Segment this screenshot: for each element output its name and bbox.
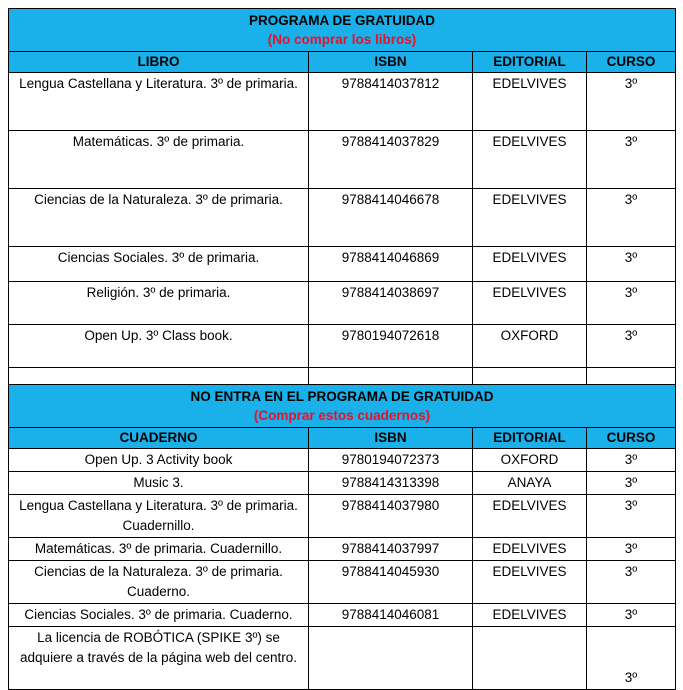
header-editorial: EDITORIAL [473,52,587,73]
header-libro: LIBRO [9,52,309,73]
table-row [9,73,676,131]
book-title: Matemáticas. 3º de primaria. [9,131,309,189]
table-row [9,189,676,247]
workbook-curso: 3º [587,472,676,495]
header-editorial: EDITORIAL [473,428,587,449]
table-row [9,538,676,561]
book-isbn: 9788414038697 [309,282,473,325]
book-curso: 3º [587,189,676,247]
robotics-license-note: La licencia de ROBÓTICA (SPIKE 3º) se adquiere a través de la página web del centro. [9,627,309,690]
book-isbn: 9780194072618 [309,325,473,368]
workbook-isbn: 9788414313398 [309,472,473,495]
column-header-row [9,52,676,73]
section-title-cell [9,9,676,52]
workbook-editorial: ANAYA [473,472,587,495]
book-curso: 3º [587,325,676,368]
book-isbn: 9788414037829 [309,131,473,189]
table-row [9,561,676,604]
workbook-isbn: 9788414046081 [309,604,473,627]
table-row [9,472,676,495]
workbook-isbn: 9780194072373 [309,449,473,472]
book-curso: 3º [587,247,676,282]
workbook-curso: 3º [587,561,676,604]
section-title-cell [9,385,676,428]
workbook-curso: 3º [587,495,676,538]
header-cuaderno: CUADERNO [9,428,309,449]
table-row [9,495,676,538]
workbook-isbn: 9788414037980 [309,495,473,538]
book-title: Religión. 3º de primaria. [9,282,309,325]
workbook-title: Ciencias Sociales. 3º de primaria. Cuaderno. [9,604,309,627]
book-isbn: 9788414046678 [309,189,473,247]
workbook-title: Open Up. 3 Activity book [9,449,309,472]
workbook-editorial: EDELVIVES [473,495,587,538]
book-curso: 3º [587,131,676,189]
workbook-title: Ciencias de la Naturaleza. 3º de primaria. Cuaderno. [9,561,309,604]
book-title: Open Up. 3º Class book. [9,325,309,368]
table-row [9,131,676,189]
workbook-editorial [473,627,587,690]
book-isbn: 9788414037812 [309,73,473,131]
table-row [9,325,676,368]
workbook-curso: 3º [587,538,676,561]
book-editorial: EDELVIVES [473,282,587,325]
section-title-row [9,385,676,428]
book-editorial: EDELVIVES [473,247,587,282]
book-title: Ciencias Sociales. 3º de primaria. [9,247,309,282]
book-isbn: 9788414046869 [309,247,473,282]
book-editorial: OXFORD [473,325,587,368]
workbook-curso: 3º [587,604,676,627]
free-books-table [8,8,676,389]
column-header-row [9,428,676,449]
workbook-isbn [309,627,473,690]
table-row [9,627,676,690]
workbook-title: Lengua Castellana y Literatura. 3º de primaria. Cuadernillo. [9,495,309,538]
section-subtitle: (No comprar los libros) [267,32,417,47]
section-title: NO ENTRA EN EL PROGRAMA DE GRATUIDAD [190,389,494,404]
header-isbn: ISBN [309,52,473,73]
workbook-curso: 3º [587,627,676,690]
workbook-curso: 3º [587,449,676,472]
header-curso: CURSO [587,428,676,449]
table-row [9,604,676,627]
workbook-editorial: EDELVIVES [473,538,587,561]
workbook-editorial: EDELVIVES [473,604,587,627]
section-title-row [9,9,676,52]
book-curso: 3º [587,282,676,325]
workbook-editorial: EDELVIVES [473,561,587,604]
header-isbn: ISBN [309,428,473,449]
workbook-isbn: 9788414037997 [309,538,473,561]
book-editorial: EDELVIVES [473,189,587,247]
table-row [9,247,676,282]
book-title: Lengua Castellana y Literatura. 3º de primaria. [9,73,309,131]
workbook-title: Matemáticas. 3º de primaria. Cuadernillo. [9,538,309,561]
header-curso: CURSO [587,52,676,73]
section-subtitle: (Comprar estos cuadernos) [253,408,431,423]
table-row [9,449,676,472]
book-curso: 3º [587,73,676,131]
table-row [9,282,676,325]
section-title: PROGRAMA DE GRATUIDAD [249,13,435,28]
workbook-editorial: OXFORD [473,449,587,472]
book-editorial: EDELVIVES [473,131,587,189]
workbook-title: Music 3. [9,472,309,495]
book-title: Ciencias de la Naturaleza. 3º de primaria. [9,189,309,247]
book-editorial: EDELVIVES [473,73,587,131]
workbook-isbn: 9788414045930 [309,561,473,604]
paid-workbooks-table [8,384,676,690]
